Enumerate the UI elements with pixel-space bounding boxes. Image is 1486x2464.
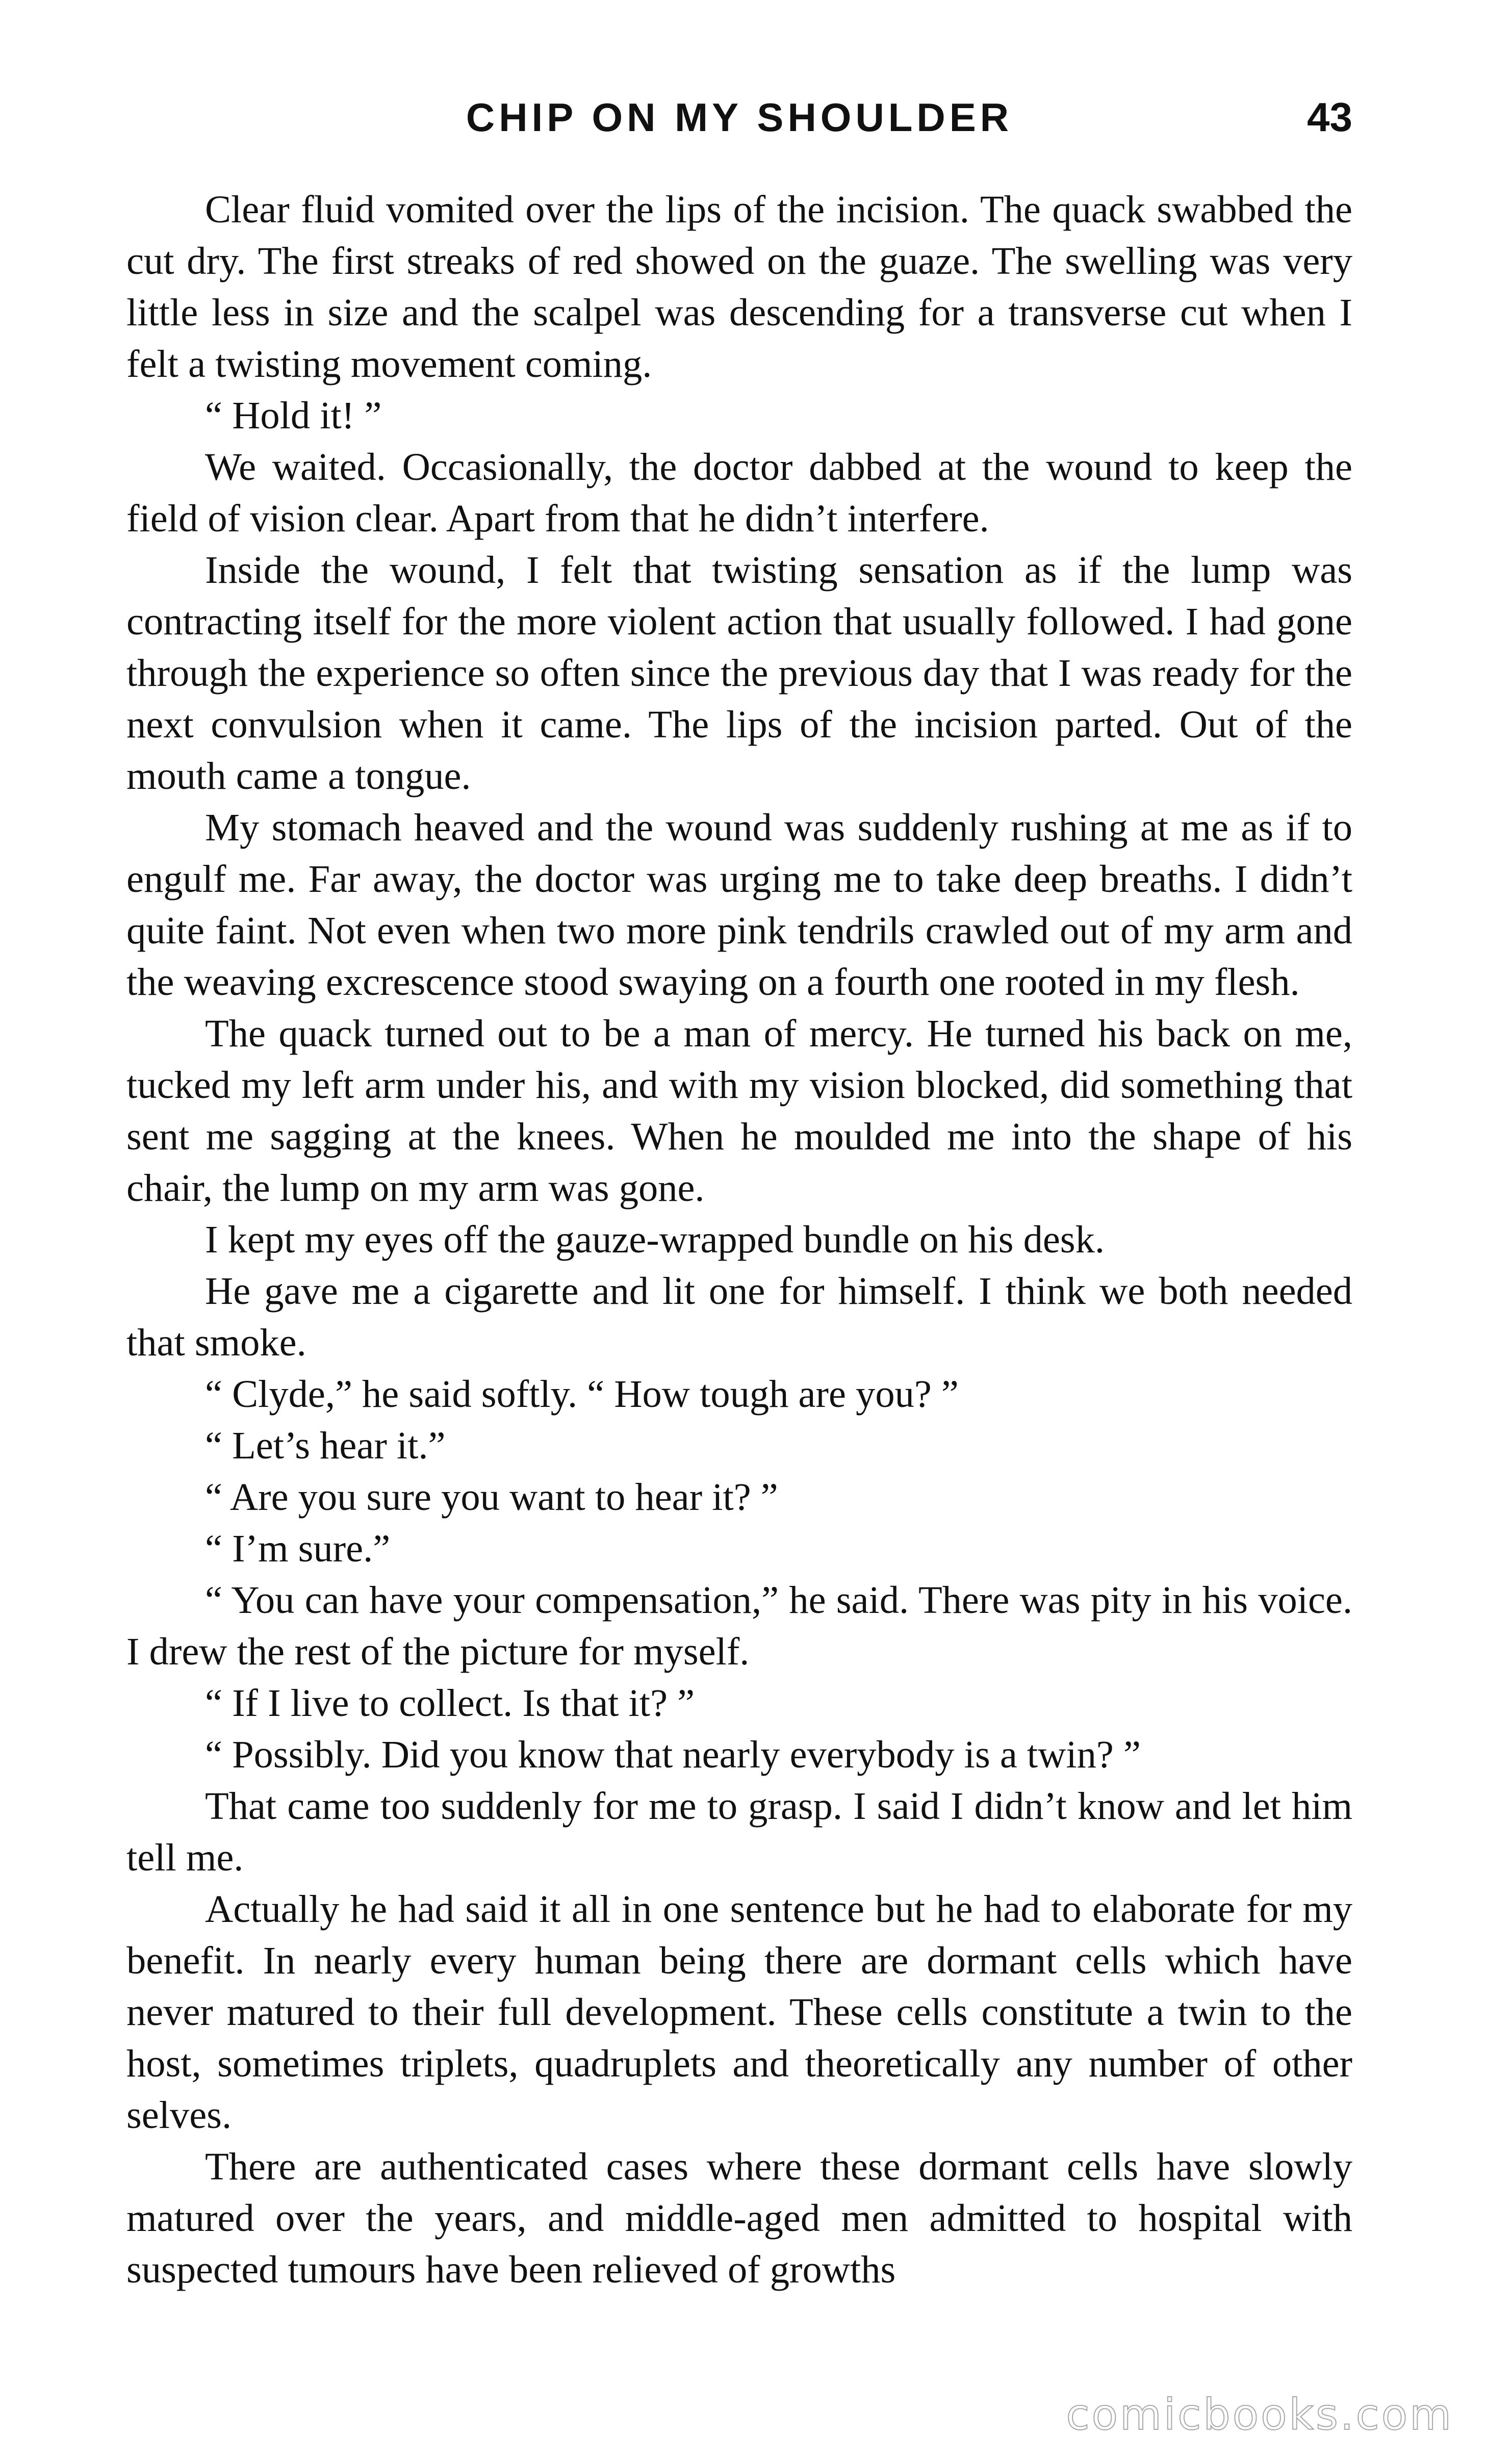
paragraph: There are authenticated cases where these dormant cells have slowly matured over the years, and middle-aged men admitted to hospital with suspected tumours have been relieved of growths bbox=[126, 2145, 1352, 2291]
paragraph: “ Are you sure you want to hear it? ” bbox=[205, 1475, 778, 1519]
page-number: 43 bbox=[1307, 94, 1352, 140]
paragraph: “ Clyde,” he said softly. “ How tough are you? ” bbox=[205, 1372, 959, 1416]
paragraph: “ Let’s hear it.” bbox=[205, 1424, 446, 1467]
page-header bbox=[126, 87, 1352, 148]
paragraph: Clear fluid vomited over the lips of the incision. The quack swabbed the cut dry. The first streaks of red showed on the guaze. The swelling was very little less in size and the scalpel was descending for a transverse cut when I felt a twisting movement coming. bbox=[126, 188, 1352, 386]
paragraph: “ You can have your compensation,” he said. There was pity in his voice. I drew the rest of the picture for myself. bbox=[126, 1578, 1352, 1673]
running-title: CHIP ON MY SHOULDER bbox=[466, 95, 1013, 140]
body-text bbox=[126, 184, 1352, 2295]
paragraph: Inside the wound, I felt that twisting sensation as if the lump was contracting itself for the more violent action that usually followed. I had gone through the experience so often since the previous day that I was ready for the next convulsion when it came. The lips of the incision parted. Out of the mouth came a tongue. bbox=[126, 548, 1352, 798]
paragraph: My stomach heaved and the wound was suddenly rushing at me as if to engulf me. Far away, the doctor was urging me to take deep breaths. I didn’t quite faint. Not even when two more pink tendrils crawled out of my arm and the weaving excrescence stood swaying on a fourth one rooted in my flesh. bbox=[126, 806, 1352, 1004]
paragraph: “ I’m sure.” bbox=[205, 1527, 391, 1570]
watermark: comicbooks.com bbox=[1066, 2390, 1453, 2440]
paragraph: Actually he had said it all in one sentence but he had to elaborate for my benefit. In nearly every human being there are dormant cells which have never matured to their full development. These cells constitute a twin to the host, sometimes triplets, quadruplets and theoretically any number of other selves. bbox=[126, 1887, 1352, 2137]
paragraph: We waited. Occasionally, the doctor dabbed at the wound to keep the field of vision clear. Apart from that he didn’t interfere. bbox=[126, 445, 1352, 540]
paragraph: He gave me a cigarette and lit one for himself. I think we both needed that smoke. bbox=[126, 1269, 1352, 1364]
paragraph: “ If I live to collect. Is that it? ” bbox=[205, 1681, 695, 1725]
paragraph: I kept my eyes off the gauze-wrapped bundle on his desk. bbox=[205, 1218, 1105, 1261]
paragraph: “ Hold it! ” bbox=[205, 394, 382, 437]
paragraph: “ Possibly. Did you know that nearly everybody is a twin? ” bbox=[205, 1733, 1141, 1776]
paragraph: That came too suddenly for me to grasp. I said I didn’t know and let him tell me. bbox=[126, 1784, 1352, 1879]
paragraph: The quack turned out to be a man of mercy. He turned his back on me, tucked my left arm under his, and with my vision blocked, did something that sent me sagging at the knees. When he moulded me into the shape of his chair, the lump on my arm was gone. bbox=[126, 1012, 1352, 1210]
